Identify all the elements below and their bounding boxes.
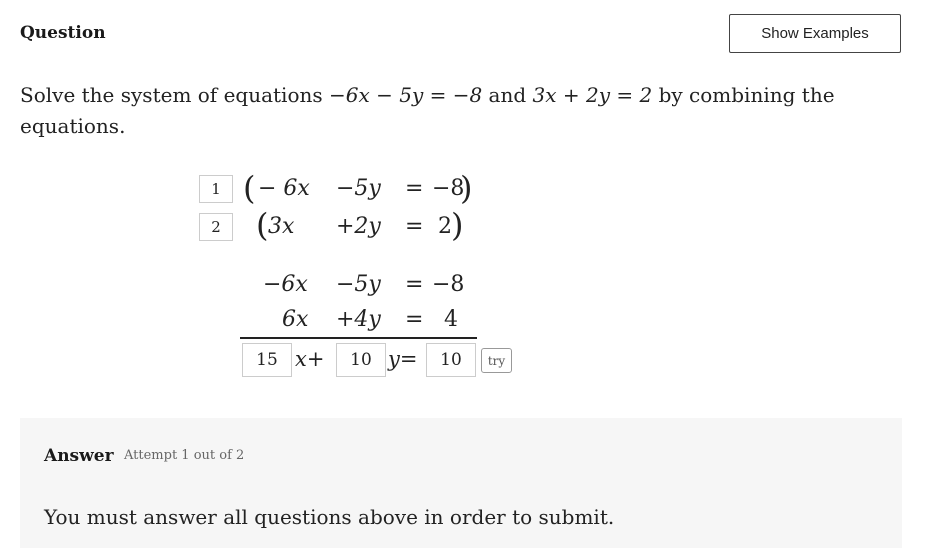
scaled-row-2-rhs: 4: [444, 307, 458, 332]
equation-2-multiplier[interactable]: 2: [199, 213, 233, 241]
scaled-row-1-rhs: −8: [432, 272, 465, 297]
scaled-row-1-x-term: −6x: [263, 272, 308, 297]
equation-2-equals: =: [405, 214, 424, 239]
prompt-text-end: by combining the equations.: [20, 83, 835, 138]
answer-panel: [20, 418, 902, 548]
equation-1-close-paren: ): [460, 169, 473, 207]
y-coefficient-input[interactable]: 10: [336, 343, 386, 377]
prompt-equation-1: −6x − 5y = −8: [328, 83, 483, 107]
prompt-equation-2: 3x + 2y = 2: [532, 83, 653, 107]
equation-1-multiplier[interactable]: 1: [199, 175, 233, 203]
equation-2-y-term: +2y: [336, 214, 381, 239]
answer-label: Answer: [44, 446, 114, 466]
question-prompt: [20, 80, 900, 142]
y-symbol: y=: [388, 347, 418, 371]
sum-divider-line: [240, 337, 477, 339]
rhs-input[interactable]: 10: [426, 343, 476, 377]
question-heading: Question: [20, 23, 106, 43]
scaled-row-2-x-term: 6x: [282, 307, 309, 332]
equation-1-rhs: −8: [432, 176, 465, 201]
attempt-counter: Attempt 1 out of 2: [124, 448, 245, 463]
equation-1-y-term: −5y: [336, 176, 381, 201]
scaled-row-1-equals: =: [405, 272, 424, 297]
equation-1-equals: =: [405, 176, 424, 201]
scaled-row-2-y-term: +4y: [336, 307, 381, 332]
prompt-text: Solve the system of equations: [20, 83, 329, 107]
scaled-row-2-equals: =: [405, 307, 424, 332]
show-examples-button[interactable]: Show Examples: [729, 14, 901, 53]
submit-requirement-message: You must answer all questions above in order to submit.: [44, 505, 615, 529]
equation-2-open-paren: (: [256, 206, 269, 244]
prompt-text-and: and: [482, 83, 533, 107]
equation-2-rhs: 2: [438, 214, 452, 239]
equation-2-close-paren: ): [451, 206, 464, 244]
equation-2-x-term: 3x: [268, 214, 295, 239]
x-coefficient-input[interactable]: 15: [242, 343, 292, 377]
scaled-row-1-y-term: −5y: [336, 272, 381, 297]
equation-1-x-term: − 6x: [258, 176, 310, 201]
equation-1-open-paren: (: [243, 169, 256, 207]
try-button[interactable]: try: [481, 348, 512, 373]
x-symbol: x+: [295, 347, 325, 371]
